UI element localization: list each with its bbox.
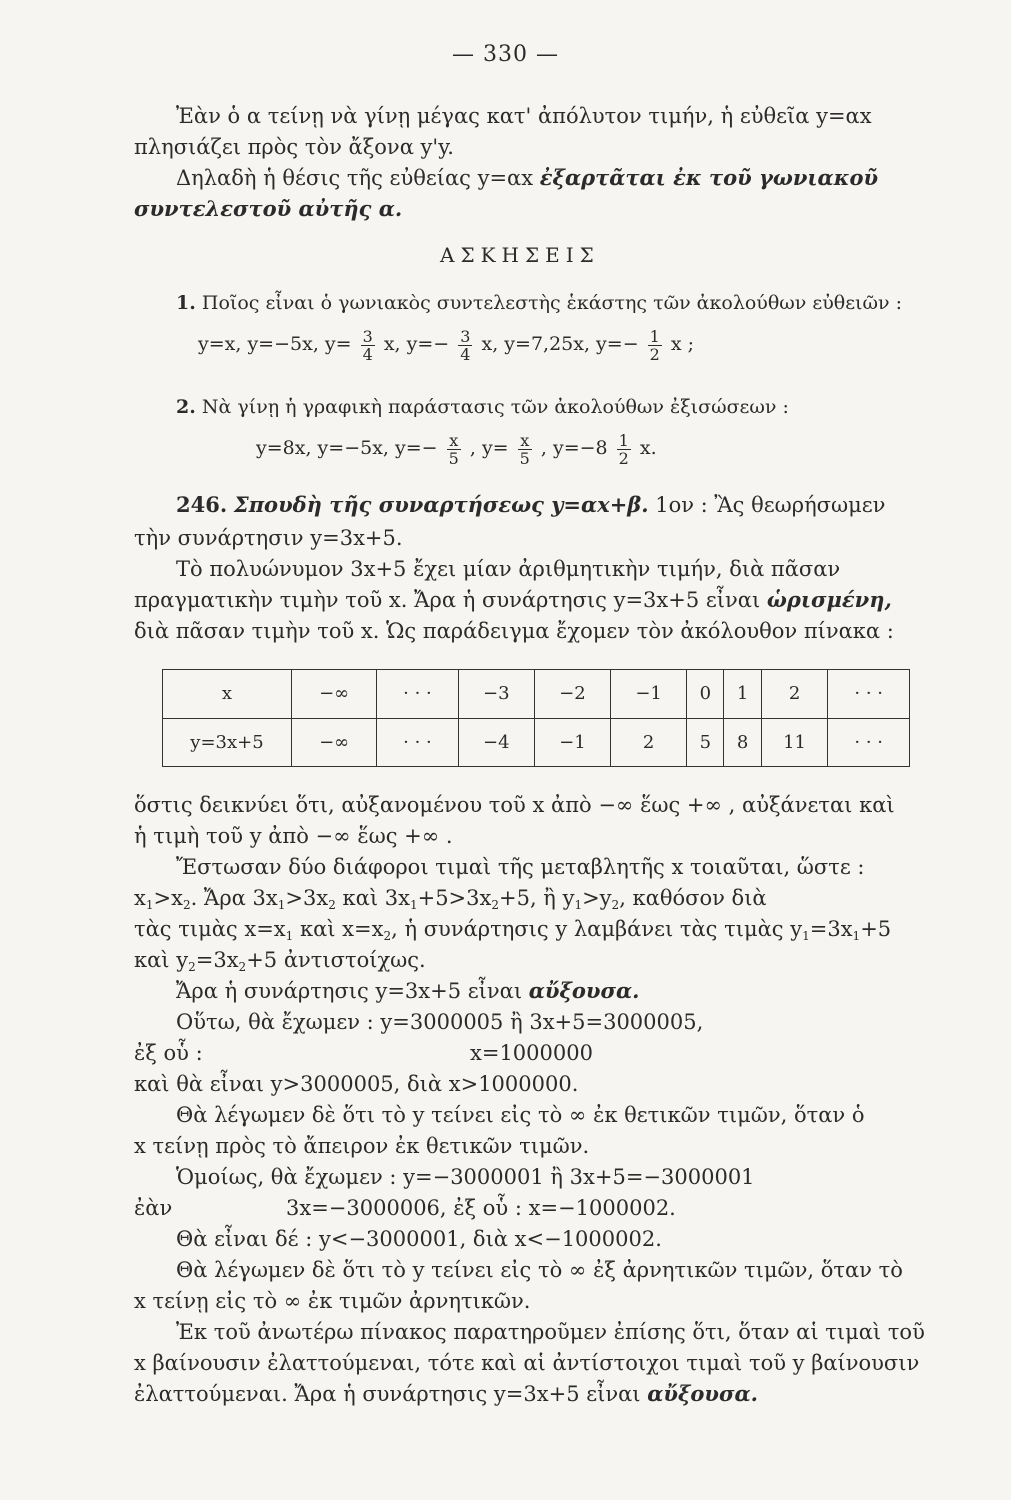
- equation-text: , y=−8: [540, 437, 608, 459]
- table-cell: y=3x+5: [163, 718, 292, 767]
- subscript: 1: [409, 898, 418, 912]
- text-run: +5, ἢ y: [499, 886, 575, 910]
- text-run: x: [134, 886, 146, 910]
- body-line-6: [134, 947, 426, 980]
- exercise-2-question: [176, 394, 789, 420]
- subscript: 2: [238, 960, 247, 974]
- body-line-13: Ὁμοίως, θὰ ἔχωμεν : y=−3000001 ἢ 3x+5=−3000001: [176, 1165, 755, 1189]
- body-line-19: x βαίνουσιν ἐλαττούμεναι, τότε καὶ αἱ ἀντίστοιχοι τιμαὶ τοῦ y βαίνουσιν: [134, 1351, 920, 1375]
- numerator: 3: [460, 326, 471, 346]
- equation-text: x, y=−: [383, 333, 450, 355]
- exercise-1-text: Ποῖος εἶναι ὁ γωνιακὸς συντελεστὴς ἑκάστης τῶν ἀκολούθων εὐθειῶν :: [201, 292, 902, 314]
- exercises-title: ΑΣΚΗΣΕΙΣ: [440, 243, 600, 267]
- text-run: =3x: [195, 948, 239, 972]
- exercise-1-number: 1.: [176, 292, 196, 314]
- denominator: 2: [618, 448, 629, 468]
- text-run: +5>3x: [417, 886, 492, 910]
- equation-text: , y=: [469, 437, 509, 459]
- text-run: >x: [153, 886, 183, 910]
- denominator: 5: [519, 448, 530, 468]
- table-cell: −4: [458, 718, 534, 767]
- section-246-heading: [176, 492, 885, 518]
- text-run: τὰς τιμὰς x=x: [134, 917, 286, 941]
- table-cell: x: [163, 670, 292, 719]
- body-line-17: x τείνῃ εἰς τὸ ∞ ἐκ τιμῶν ἀρνητικῶν.: [134, 1289, 531, 1313]
- equation-text: y=8x, y=−5x, y=−: [256, 437, 438, 459]
- subscript: 2: [182, 898, 191, 912]
- body-line-14-value: 3x=−3000006, ἐξ οὗ : x=−1000002.: [286, 1196, 676, 1220]
- denominator: 5: [448, 448, 459, 468]
- body-line-4: [134, 885, 767, 918]
- text-run: , καθόσον διὰ: [619, 886, 767, 910]
- numerator: x: [518, 432, 532, 450]
- body-line-11: Θὰ λέγωμεν δὲ ὅτι τὸ y τείνει εἰς τὸ ∞ ἐκ θετικῶν τιμῶν, ὅταν ὁ: [176, 1103, 865, 1127]
- table-row: [163, 718, 910, 767]
- table-cell: · · ·: [377, 670, 458, 719]
- table-cell: 2: [761, 670, 828, 719]
- table-cell: 11: [761, 718, 828, 767]
- body-line-20: [134, 1381, 758, 1407]
- fraction: [518, 432, 532, 467]
- denominator: 2: [649, 344, 660, 364]
- equation-text: y=x, y=−5x, y=: [198, 333, 352, 355]
- section-emphasis: ὡρισμένη,: [766, 587, 892, 612]
- section-line-1: 1ον : Ἂς θεωρήσωμεν: [655, 493, 886, 517]
- subscript: 2: [491, 898, 499, 912]
- text-run: Ἄρα ἡ συνάρτησις y=3x+5 εἶναι: [176, 979, 523, 1003]
- emphasis: αὔξουσα.: [528, 978, 640, 1003]
- intro-line-2: πλησιάζει πρὸς τὸν ἄξονα y'y.: [134, 135, 454, 159]
- subscript: 1: [852, 929, 861, 943]
- equation-text: x, y=7,25x, y=−: [481, 333, 639, 355]
- intro-line-3-text: Δηλαδὴ ἡ θέσις τῆς εὐθείας y=αx: [176, 166, 534, 190]
- text-run: καὶ x=x: [293, 917, 384, 941]
- fraction: [617, 432, 631, 467]
- body-line-8: Οὕτω, θὰ ἔχωμεν : y=3000005 ἢ 3x+5=3000005,: [176, 1010, 704, 1034]
- text-run: =3x: [809, 917, 853, 941]
- subscript: 2: [188, 960, 196, 974]
- numerator: 1: [649, 326, 660, 346]
- text-run: καὶ 3x: [335, 886, 410, 910]
- subscript: 1: [277, 898, 286, 912]
- equation-text: x ;: [670, 333, 695, 355]
- intro-line-3: [176, 165, 878, 191]
- subscript: 1: [145, 898, 154, 912]
- exercise-2-number: 2.: [176, 396, 196, 418]
- values-table: [162, 669, 910, 767]
- text-run: ἐλαττούμεναι. Ἄρα ἡ συνάρτησις y=3x+5 εἶναι: [134, 1382, 641, 1406]
- exercise-2-equations: [256, 428, 657, 468]
- subscript: 1: [285, 929, 294, 943]
- numerator: x: [447, 432, 461, 450]
- text-run: +5: [860, 917, 892, 941]
- table-cell: 5: [687, 718, 724, 767]
- fraction: [361, 328, 375, 363]
- text-run: . Ἄρα 3x: [190, 886, 278, 910]
- body-line-9-label: ἐξ οὗ :: [134, 1041, 203, 1065]
- body-line-15: Θὰ εἶναι δέ : y<−3000001, διὰ x<−1000002.: [176, 1227, 662, 1251]
- body-line-16: Θὰ λέγωμεν δὲ ὅτι τὸ y τείνει εἰς τὸ ∞ ἐξ ἀρνητικῶν τιμῶν, ὅταν τὸ: [176, 1258, 903, 1282]
- table-cell: −∞: [292, 718, 377, 767]
- denominator: 4: [362, 344, 373, 364]
- fraction: [458, 328, 472, 363]
- denominator: 4: [460, 344, 471, 364]
- subscript: 2: [328, 898, 336, 912]
- intro-line-1: Ἐὰν ὁ α τείνῃ νὰ γίνῃ μέγας κατ' ἀπόλυτον τιμήν, ἡ εὐθεῖα y=αx: [176, 104, 872, 128]
- fraction: [648, 328, 662, 363]
- table-cell: 2: [611, 718, 687, 767]
- table-cell: −2: [534, 670, 610, 719]
- body-line-1: ὅστις δεικνύει ὅτι, αὐξανομένου τοῦ x ἀπὸ −∞ ἕως +∞ , αὐξάνεται καὶ: [134, 793, 895, 817]
- body-line-9-value: x=1000000: [470, 1041, 593, 1065]
- table-cell: · · ·: [828, 670, 910, 719]
- table-cell: −3: [458, 670, 534, 719]
- table-cell: −∞: [292, 670, 377, 719]
- text-run: , ἡ συνάρτησις y λαμβάνει τὰς τιμὰς y: [391, 917, 803, 941]
- section-title: Σπουδὴ τῆς συναρτήσεως y=αx+β.: [233, 492, 649, 517]
- table-cell: · · ·: [377, 718, 458, 767]
- intro-emphasis: ἐξαρτᾶται ἐκ τοῦ γωνιακοῦ: [539, 165, 879, 190]
- body-line-14-label: ἐὰν: [134, 1196, 173, 1220]
- subscript: 2: [611, 898, 620, 912]
- table-cell: · · ·: [828, 718, 910, 767]
- section-line-4-text: πραγματικὴν τιμὴν τοῦ x. Ἄρα ἡ συνάρτησις y=3x+5 εἶναι: [134, 588, 761, 612]
- body-line-10: καὶ θὰ εἶναι y>3000005, διὰ x>1000000.: [134, 1072, 579, 1096]
- body-line-5: [134, 916, 891, 949]
- section-number: 246.: [176, 492, 228, 517]
- exercise-1-question: [176, 290, 902, 316]
- text-run: >3x: [285, 886, 329, 910]
- table-cell: −1: [611, 670, 687, 719]
- body-line-7: [176, 978, 639, 1004]
- text-run: >y: [582, 886, 612, 910]
- intro-line-4: συντελεστοῦ αὐτῆς α.: [134, 196, 403, 221]
- section-line-4: [134, 587, 892, 613]
- body-line-12: x τείνῃ πρὸς τὸ ἄπειρον ἐκ θετικῶν τιμῶν.: [134, 1134, 590, 1158]
- table-cell: 8: [724, 718, 761, 767]
- subscript: 1: [802, 929, 810, 943]
- text-run: καὶ y: [134, 948, 189, 972]
- body-line-2: ἡ τιμὴ τοῦ y ἀπὸ −∞ ἕως +∞ .: [134, 824, 453, 848]
- fraction: [447, 432, 461, 467]
- section-line-3: Τὸ πολυώνυμον 3x+5 ἔχει μίαν ἀριθμητικὴν τιμήν, διὰ πᾶσαν: [176, 557, 841, 581]
- subscript: 2: [383, 929, 392, 943]
- emphasis: αὔξουσα.: [647, 1381, 758, 1406]
- numerator: 1: [618, 430, 629, 450]
- table-cell: −1: [534, 718, 610, 767]
- section-line-2: τὴν συνάρτησιν y=3x+5.: [134, 526, 403, 550]
- numerator: 3: [362, 326, 373, 346]
- table-cell: 1: [724, 670, 761, 719]
- page-number: — 330 —: [452, 42, 559, 67]
- body-line-3: Ἔστωσαν δύο διάφοροι τιμαὶ τῆς μεταβλητῆς x τοιαῦται, ὥστε :: [176, 855, 865, 879]
- table-cell: 0: [687, 670, 724, 719]
- exercise-2-text: Νὰ γίνῃ ἡ γραφικὴ παράστασις τῶν ἀκολούθων ἐξισώσεων :: [201, 396, 789, 418]
- body-line-18: Ἐκ τοῦ ἀνωτέρω πίνακος παρατηροῦμεν ἐπίσης ὅτι, ὅταν αἱ τιμαὶ τοῦ: [176, 1320, 925, 1344]
- exercise-1-equations: [198, 324, 694, 364]
- equation-text: x.: [639, 437, 657, 459]
- table-row: [163, 670, 910, 719]
- section-line-5: διὰ πᾶσαν τιμὴν τοῦ x. Ὡς παράδειγμα ἔχομεν τὸν ἀκόλουθον πίνακα :: [134, 619, 894, 643]
- text-run: +5 ἀντιστοίχως.: [246, 948, 426, 972]
- subscript: 1: [574, 898, 583, 912]
